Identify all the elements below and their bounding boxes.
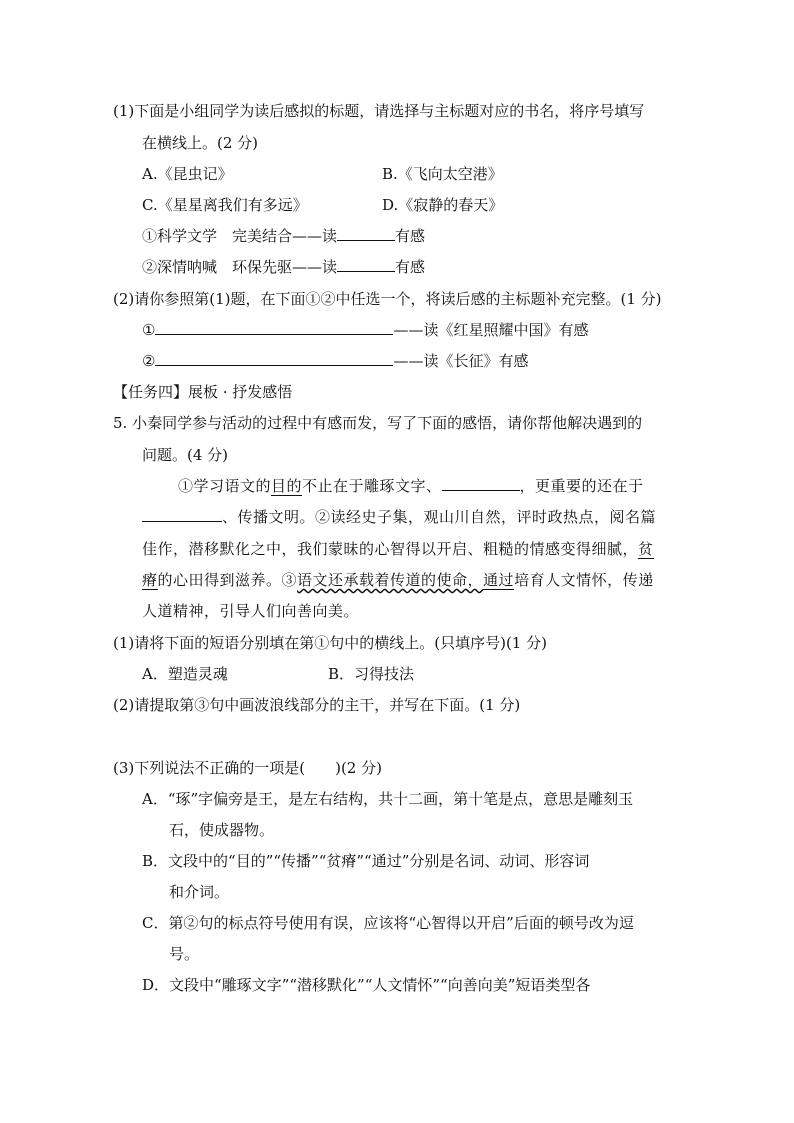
fill-row-2 [142,351,528,371]
sub3-line: (3)下列说法不正确的一项是( )(2 分) [113,759,382,777]
fill-row-1-num: ① [142,321,156,339]
q4-1-line2: 在横线上。(2 分) [142,134,259,152]
title-row-2-suffix: 有感 [395,258,426,276]
task4-heading: 【任务四】展板 · 抒发感悟 [113,383,293,401]
title-row-1-suffix: 有感 [395,227,426,245]
option-c: C.《星星离我们有多远》 [142,196,308,214]
sub1-line: (1)请将下面的短语分别填在第①句中的横线上。(只填序号)(1 分) [113,634,547,652]
option-a: A.《昆虫记》 [142,165,233,183]
passage-text: 不止在于雕琢文字、 [302,477,442,495]
passage-line-3 [142,539,654,559]
sub2-line: (2)请提取第③句中画波浪线部分的主干，并写在下面。(1 分) [113,696,521,714]
q5-line1: 5. 小秦同学参与活动的过程中有感而发，写了下面的感悟，请你帮他解决遇到的 [113,414,643,432]
passage-underlined-word: 目的 [271,477,303,495]
answer-blank[interactable] [142,507,222,522]
passage-underlined-word: 瘠 [142,571,158,589]
q4-2-line1: (2)请你参照第(1)题，在下面①②中任选一个，将读后感的主标题补充完整。(1 分) [113,290,662,308]
passage-line-1 [178,476,644,496]
fill-row-2-num: ② [142,352,156,370]
passage-line-2 [142,507,656,527]
passage-text: 培育人文情怀，传递 [514,571,654,589]
q4-1-line1: (1)下面是小组同学为读后感拟的标题，请选择与主标题对应的书名，将序号填写 [113,102,645,120]
sub3-option-b-line1: B．文段中的“目的”“传播”“贫瘠”“通过”分别是名词、动词、形容词 [142,852,590,870]
passage-text: 的心田得到滋养。③ [157,571,298,589]
sub3-option-c-line2: 号。 [169,945,200,963]
sub3-option-d-line1: D．文段中“雕琢文字”“潜移默化”“人文情怀”“向善向美”短语类型各 [142,976,591,994]
option-d: D.《寂静的春天》 [382,196,504,214]
passage-text: ①学习语文的 [178,477,272,495]
sub3-option-a-line1: A．“琢”字偏旁是王，是左右结构，共十二画，第十笔是点，意思是雕刻玉 [142,790,634,808]
sub3-option-c-line1: C．第②句的标点符号使用有误，应该将“心智得以开启”后面的顿号改为逗 [142,914,634,932]
fill-row-1 [142,320,588,340]
answer-blank[interactable] [337,226,395,241]
passage-underlined-word: 通过 [483,571,515,589]
title-row-1 [142,226,425,246]
answer-blank[interactable] [337,257,395,272]
passage-text: ，更重要的还在于 [519,477,644,495]
sub1-option-b: B．习得技法 [328,665,415,683]
answer-blank[interactable] [442,476,520,491]
fill-row-1-suffix: ——读《红星照耀中国》有感 [393,321,589,339]
title-row-2 [142,257,425,277]
q5-line2: 问题。(4 分) [142,446,229,464]
title-row-2-prefix: ②深情呐喊 环保先驱——读 [142,258,338,276]
title-row-1-prefix: ①科学文学 完美结合——读 [142,227,338,245]
sub3-option-a-line2: 石，使成器物。 [169,821,275,839]
passage-text: 、传播文明。②读经史子集，观山川自然，评时政热点，阅名篇 [222,508,657,526]
passage-wavy-underlined: 语文还承载着传道的使命， [297,571,484,589]
sub3-option-b-line2: 和介词。 [169,883,230,901]
passage-text: 佳作，潜移默化之中，我们蒙昧的心智得以开启、粗糙的情感变得细腻， [142,540,639,558]
option-b: B.《飞向太空港》 [382,165,503,183]
passage-line-5: 人道精神，引导人们向善向美。 [142,602,360,620]
passage-underlined-word: 贫 [638,540,654,558]
answer-blank[interactable] [155,351,393,366]
fill-row-2-suffix: ——读《长征》有感 [393,352,529,370]
answer-blank[interactable] [155,320,393,335]
passage-line-4 [142,570,654,590]
sub1-option-a: A．塑造灵魂 [142,665,228,683]
